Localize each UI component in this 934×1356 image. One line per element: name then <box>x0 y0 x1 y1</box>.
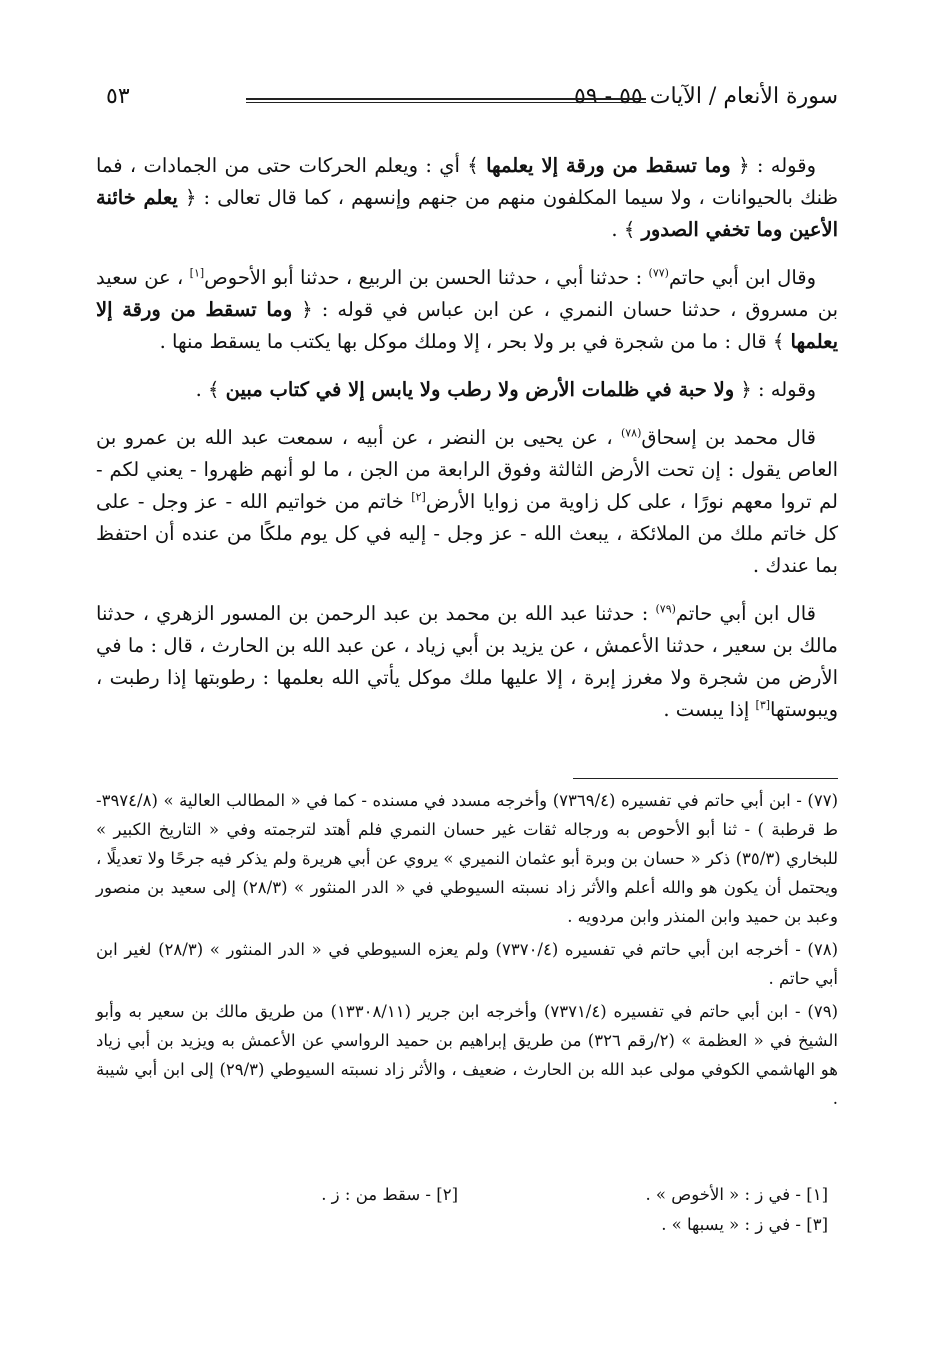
variant-ref: [٣] <box>755 698 771 712</box>
header-rule <box>246 98 646 103</box>
text-segment: وقال ابن أبي حاتم <box>668 266 816 289</box>
page-number: ٥٣ <box>106 84 130 109</box>
footnote-rule <box>573 778 838 779</box>
text-segment: ﴾ قال : ما من شجرة في بر ولا بحر ، إلا وملك موكل بها يكتب ما يسقط منها . <box>159 330 785 353</box>
paragraph-2 <box>96 262 838 358</box>
footnote-ref: (٧٧) <box>648 266 669 280</box>
variant-note-2: [٢] - سقط من : ز . <box>321 1185 458 1204</box>
running-header <box>96 84 838 118</box>
running-title: سورة الأنعام / الآيات ٥٥ - ٥٩ <box>574 84 838 109</box>
variant-ref: [٢] <box>411 490 426 504</box>
text-segment: قال ابن أبي حاتم <box>675 602 816 625</box>
text-segment: ، عن سعيد بن مسروق ، حدثنا حسان النمري ، عن ابن عباس في قوله : ﴿ <box>96 266 838 321</box>
text-segment: ﴾ . <box>195 378 220 401</box>
text-segment: ﴾ . <box>611 218 636 241</box>
variant-note-3: [٣] - في ز : « يسبها » . <box>661 1215 828 1234</box>
text-segment: وقوله : ﴿ <box>740 378 816 401</box>
variant-ref: [١] <box>189 266 205 280</box>
text-segment: ﴾ أي : ويعلم الحركات حتى من الجمادات ، فما ظنك بالحيوانات ، ولا سيما المكلفون منهم من جنهم وإنسهم ، كما قال تعالى : ﴿ <box>96 154 838 209</box>
text-segment: ، عن يحيى بن النضر ، عن أبيه ، سمعت عبد الله بن عمرو بن العاص يقول : إن تحت الأرض الثالثة وفوق الرابعة من الجن ، ما لو أنهم ظهروا - يعني لكم - لم تروا معهم نورًا ، على كل زاوية من زوايا الأرض <box>96 426 838 513</box>
paragraph-4 <box>96 422 838 582</box>
quran-quote: ولا حبة في ظلمات الأرض ولا رطب ولا يابس إلا في كتاب مبين <box>225 378 735 401</box>
quran-quote: وما تسقط من ورقة إلا يعلمها <box>486 154 731 177</box>
variant-note-1: [١] - في ز : « الأخوص » . <box>645 1185 828 1204</box>
footnote-77: (٧٧) - ابن أبي حاتم في تفسيره (٧٣٦٩/٤) وأخرجه مسدد في مسنده - كما في « المطالب العالية » (٣٩٧٤/٨- ط قرطبة ) - ثنا أبو الأحوص به ورجاله ثقات غير حسان النمري فلم أهتد لترجمته وفي « التاريخ الكبير » للبخاري (٣٥/٣) ذكر « حسان بن وبرة أبو عثمان النميري » يروي عن أبي هريرة ولم يذكر فيه جرحًا ولا تعديلًا ، ويحتمل أن يكون هو والله أعلم والأثر زاد نسبته السيوطي في « الدر المنثور » (٢٨/٣) إلى سعيد بن منصور وعبد بن حميد وابن المنذر وابن مردويه . <box>96 791 839 926</box>
paragraph-5 <box>96 598 838 726</box>
paragraph-1 <box>96 150 838 246</box>
footnotes <box>96 786 838 1117</box>
main-text <box>96 150 838 742</box>
text-segment: خاتم من خواتيم الله - عز وجل - على كل خاتم ملك من الملائكة ، يبعث الله - عز وجل - إليه في كل يوم ملكًا من عنده أن احتفظ بما عندك . <box>96 490 838 577</box>
footnote-ref: (٧٩) <box>655 602 676 616</box>
text-segment: إذا يبست . <box>663 698 756 721</box>
text-segment: : حدثنا أبي ، حدثنا الحسن بن الربيع ، حدثنا أبو الأحوص <box>204 266 649 289</box>
footnote-78: (٧٨) - أخرجه ابن أبي حاتم في تفسيره (٧٣٧٠/٤) ولم يعزه السيوطي في « الدر المنثور » (٢٨/٣) لغير ابن أبي حاتم . <box>96 940 839 988</box>
footnote-79: (٧٩) - ابن أبي حاتم في تفسيره (٧٣٧١/٤) وأخرجه ابن جرير (١٣٣٠٨/١١) من طريق مالك بن سعير به وأبو الشيخ في « العظمة » (٢/رقم ٣٢٦) من طريق إبراهيم بن حميد الرواسي عن الأعمش به ويزيد بن أبي زياد هو الهاشمي الكوفي مولى عبد الله بن الحارث ، ضعيف ، والأثر زاد نسبته السيوطي (٢٩/٣) إلى ابن أبي شيبة . <box>96 1002 838 1108</box>
quran-quote: وما تسقط من ورقة إلا يعلمها <box>96 298 838 353</box>
text-segment: : حدثنا عبد الله بن محمد بن عبد الرحمن بن المسور الزهري ، حدثنا مالك بن سعير ، حدثنا الأعمش ، عن يزيد بن أبي زياد ، عن عبد الله بن الحارث ، قال : ما في الأرض من شجرة ولا مغرز إبرة ، إلا عليها ملك موكل يأتي الله بعلمها : رطوبتها إذا رطبت ، ويبوستها <box>96 602 838 721</box>
footnote-ref: (٧٨) <box>620 426 642 440</box>
quran-quote: يعلم خائنة الأعين وما تخفي الصدور <box>96 186 838 241</box>
text-segment: وقوله : ﴿ <box>738 154 816 177</box>
paragraph-3 <box>96 374 838 406</box>
text-segment: قال محمد بن إسحاق <box>641 426 816 449</box>
